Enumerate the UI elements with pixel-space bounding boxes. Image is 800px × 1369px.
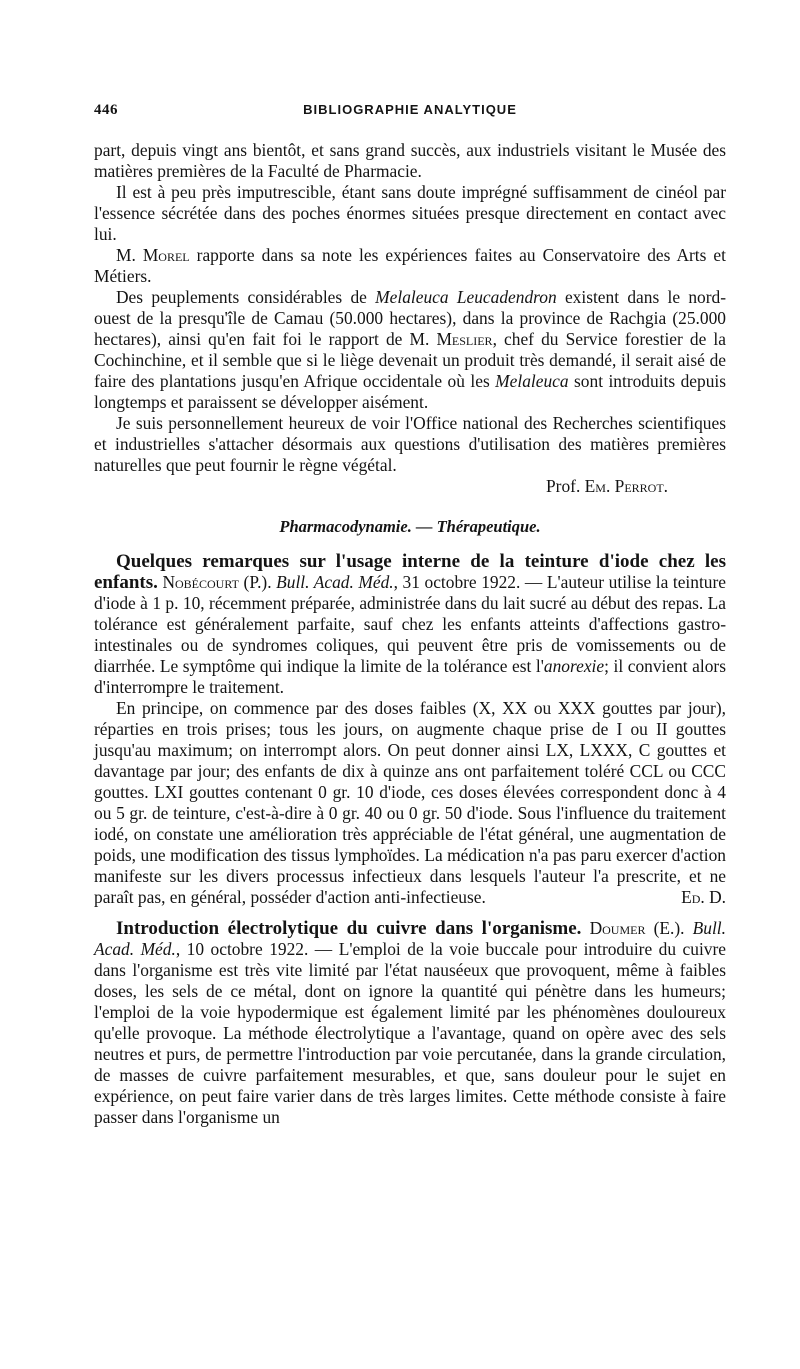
paragraph: Je suis personnellement heureux de voir l'Office national des Recherches scientifiques et industrielles s'attacher désormais aux questions d'utilisation des matières premières naturelles que peut fournir le règne végétal. (94, 413, 726, 475)
paragraph (94, 551, 726, 698)
text: existent dans le nord-ouest de la presqu'île de Camau (50.000 hectares), dans la province de Rachgia (25.000 hectares), ainsi qu'en fait foi le rapport de M. (94, 287, 726, 349)
text: ; il convient alors d'interrompre le traitement. (94, 656, 726, 697)
text: sont introduits depuis longtemps et paraissent se développer aisément. (94, 371, 726, 412)
journal-name: Bull. Acad. Méd. (276, 572, 394, 592)
text: rapporte dans sa note les expériences faites au Conservatoire des Arts et Métiers. (94, 245, 726, 286)
text: L'emploi de la voie buccale pour introduire du cuivre dans l'organisme est très vite limité par l'état nauséeux que provoquent, même à faibles doses, les sels de ce métal, dont on ignore la quantité qui pénètre dans les humeurs; l'emploi de la voie hypodermique est également limité par les phénomènes douloureux qu'elle provoque. La méthode électrolytique a l'avantage, quand on opère avec des sels neutres et purs, de permettre l'introduction par voie percutanée, dans la grande circulation, de masses de cuivre parfaitement mesurables, et que, sans douleur pour le sujet en expérience, on peut faire varier dans de très larges limites. Cette méthode consiste à faire passer dans l'organisme un (94, 939, 726, 1127)
section-heading: Pharmacodynamie. — Thérapeutique. (279, 517, 541, 536)
author-name: Nobécourt (162, 572, 239, 592)
review-article (94, 918, 726, 1128)
page-number: 446 (94, 102, 118, 118)
signature-prefix: Prof. (546, 476, 585, 496)
paragraph: part, depuis vingt ans bientôt, et sans grand succès, aux industriels visitant le Musée des matières premières de la Faculté de Pharmacie. (94, 140, 726, 181)
running-head (94, 102, 726, 126)
publication-date: , 10 octobre 1922. — (175, 939, 333, 959)
person-name: Morel (142, 245, 190, 265)
author-name: Doumer (589, 918, 646, 938)
text: Des peuplements considérables de (116, 287, 367, 307)
paragraph (94, 698, 726, 908)
paragraph (94, 287, 726, 413)
continued-review (94, 140, 726, 497)
species-name: Melaleuca Leucadendron (375, 287, 557, 307)
author-initial: (E.). (645, 918, 685, 938)
text: , chef du Service forestier de la Cochinchine, et il semble que si le liège devenait un produit très demandé, il serait aisé de faire des plantations jusqu'en Afrique occidentale où les (94, 329, 726, 391)
article-title: Introduction électrolytique du cuivre dans l'organisme. (116, 918, 582, 939)
running-title: BIBLIOGRAPHIE ANALYTIQUE (303, 102, 517, 117)
text: L'auteur utilise la teinture d'iode à 1 p. 10, récemment préparée, administrée dans du lait sucré au début des repas. La tolérance est généralement parfaite, sauf chez les enfants atteints d'affections gastro-intestinales ou de syndromes coliques, qui peuvent être pris de vomissements ou de diarrhée. Le symptôme qui indique la limite de la tolérance est l' (94, 572, 726, 676)
article-title: Quelques remarques sur l'usage interne de la teinture d'iode chez les enfants. (94, 551, 726, 593)
journal-name: Bull. Acad. Méd. (94, 918, 726, 959)
signature (94, 476, 726, 497)
paragraph: Il est à peu près imputrescible, étant sans doute imprégné suffisamment de cinéol par l'essence sécrétée dans des poches énormes situées presque directement en contact avec lui. (94, 182, 726, 244)
author-initial: (P.). (238, 572, 272, 592)
emphasis: anorexie (543, 656, 605, 676)
genus-name: Melaleuca (495, 371, 569, 391)
signature-name: Em. Perrot. (584, 476, 668, 496)
signature: Ed. D. (681, 887, 726, 907)
review-article (94, 551, 726, 908)
paragraph (94, 245, 726, 287)
person-name: Meslier (436, 329, 493, 349)
paragraph (94, 918, 726, 1128)
text: M. (116, 245, 136, 265)
text: En principe, on commence par des doses faibles (X, XX ou XXX gouttes par jour), réparties en trois prises; tous les jours, on augmente chaque prise de I ou II gouttes jusqu'au maximum; on interrompt alors. On peut donner ainsi LX, LXXX, C gouttes et davantage par jour; des enfants de dix à quinze ans ont parfaitement toléré CCL ou CCC gouttes. LXI gouttes contenant 0 gr. 10 d'iode, ces doses élevées correspondent donc à 4 ou 5 gr. de teinture, c'est-à-dire à 0 gr. 40 ou 0 gr. 50 d'iode. Sous l'influence du traitement iodé, on constate une amélioration très appréciable de l'état général, une augmentation de poids, une modification des tissus lymphoïdes. La médication n'a pas paru exercer d'action manifeste sur les divers processus infectieux dans lesquels l'auteur l'a prescrite, et ne paraît pas, en général, posséder d'action anti-infectieuse. (94, 698, 726, 907)
publication-date: , 31 octobre 1922. — (393, 572, 543, 592)
